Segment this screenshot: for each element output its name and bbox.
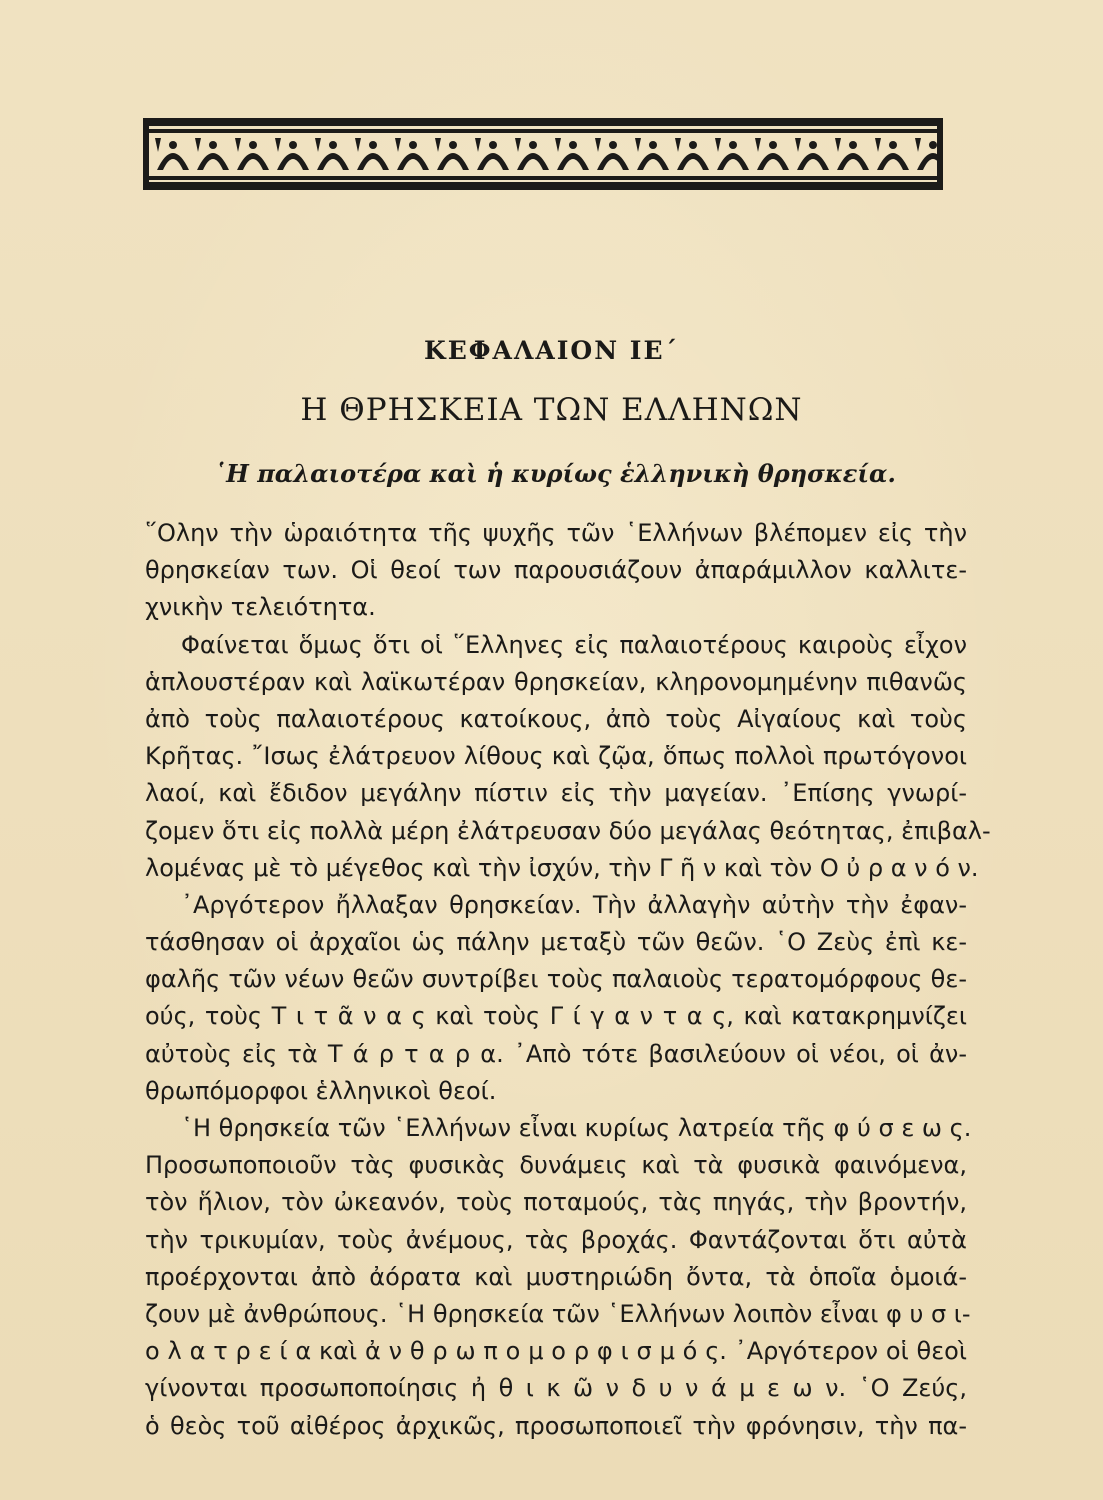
text-line: ζουν μὲ ἀνθρώπους. ῾Η θρησκεία τῶν ῾Ελλήνων λοιπὸν εἶναι φ υ σ ι- bbox=[145, 1299, 971, 1328]
chapter-title: Η ΘΡΗΣΚΕΙΑ ΤΩΝ ΕΛΛΗΝΩΝ bbox=[300, 392, 803, 428]
text-line: Προσωποποιοῦν τὰς φυσικὰς δυνάμεις καὶ τὰ φυσικὰ φαινόμενα, bbox=[145, 1151, 967, 1180]
text-line: λομένας μὲ τὸ μέγεθος καὶ τὴν ἰσχύν, τὴν Γ ῆ ν καὶ τὸν Ο ὐ ρ α ν ό ν. bbox=[145, 853, 979, 882]
text-line: ο λ α τ ρ ε ί α καὶ ἀ ν θ ρ ω π ο μ ο ρ φ ι σ μ ό ς. ᾿Αργότερον οἱ θεοὶ bbox=[145, 1337, 967, 1366]
text-line: φαλῆς τῶν νέων θεῶν συντρίβει τοὺς παλαιοὺς τερατομόρφους θε- bbox=[145, 965, 967, 994]
text-line: Φαίνεται ὅμως ὅτι οἱ ῞Ελληνες εἰς παλαιοτέρους καιροὺς εἶχον bbox=[181, 630, 967, 659]
text-line: τὴν τρικυμίαν, τοὺς ἀνέμους, τὰς βροχάς. Φαντάζονται ὅτι αὐτὰ bbox=[145, 1225, 967, 1254]
text-line: ῾Η θρησκεία τῶν ῾Ελλήνων εἶναι κυρίως λατρεία τῆς φ ύ σ ε ω ς. bbox=[181, 1114, 972, 1142]
text-line: ᾿Αργότερον ἤλλαξαν θρησκείαν. Τὴν ἀλλαγὴν αὐτὴν τὴν ἐφαν- bbox=[181, 890, 967, 919]
text-line: λαοί, καὶ ἔδιδον μεγάλην πίστιν εἰς τὴν μαγείαν. ᾿Επίσης γνωρί- bbox=[145, 779, 967, 808]
text-line: αὐτοὺς εἰς τὰ Τ ά ρ τ α ρ α. ᾿Απὸ τότε βασιλεύουν οἱ νέοι, οἱ ἀν- bbox=[145, 1039, 967, 1068]
text-line: θρωπόμορφοι ἑλληνικοὶ θεοί. bbox=[145, 1076, 497, 1105]
text-line: ῞Ολην τὴν ὡραιότητα τῆς ψυχῆς τῶν ῾Ελλήνων βλέπομεν εἰς τὴν bbox=[145, 519, 967, 547]
text-line: ὁ θεὸς τοῦ αἰθέρος ἀρχικῶς, προσωποποιεῖ τὴν φρόνησιν, τὴν πα- bbox=[145, 1411, 967, 1440]
text-line: χνικὴν τελειότητα. bbox=[145, 593, 376, 622]
chapter-label: ΚΕΦΑΛΑΙΟΝ ΙΕ΄ bbox=[423, 336, 680, 365]
text-line: προέρχονται ἀπὸ ἀόρατα καὶ μυστηριώδη ὄντα, τὰ ὁποῖα ὁμοιά- bbox=[145, 1262, 967, 1291]
text-line: γίνονται προσωποποίησις ἠ θ ι κ ῶ ν δ υ ν ά μ ε ω ν. ῾Ο Ζεύς, bbox=[145, 1374, 967, 1403]
section-title: ῾Η παλαιοτέρα καὶ ἡ κυρίως ἑλληνικὴ θρησκεία. bbox=[214, 459, 896, 488]
text-line: ζομεν ὅτι εἰς πολλὰ μέρη ἐλάτρευσαν δύο μεγάλας θεότητας, ἐπιβαλ- bbox=[145, 816, 991, 845]
text-line: θρησκείαν των. Οἱ θεοί των παρουσιάζουν ἀπαράμιλλον καλλιτε- bbox=[145, 556, 967, 585]
decorative-header-band bbox=[143, 118, 943, 190]
body-text bbox=[145, 515, 991, 1445]
text-line: τὸν ἥλιον, τὸν ὠκεανόν, τοὺς ποταμούς, τὰς πηγάς, τὴν βροντήν, bbox=[145, 1188, 967, 1217]
text-line: ἀπὸ τοὺς παλαιοτέρους κατοίκους, ἀπὸ τοὺς Αἰγαίους καὶ τοὺς bbox=[145, 704, 967, 733]
text-line: τάσθησαν οἱ ἀρχαῖοι ὡς πάλην μεταξὺ τῶν θεῶν. ῾Ο Ζεὺς ἐπὶ κε- bbox=[145, 928, 967, 957]
text-line: ούς, τοὺς Τ ι τ ᾶ ν α ς καὶ τοὺς Γ ί γ α ν τ α ς, καὶ κατακρημνίζει bbox=[145, 1002, 967, 1031]
text-line: Κρῆτας. ῎Ισως ἐλάτρευον λίθους καὶ ζῷα, ὅπως πολλοὶ πρωτόγονοι bbox=[145, 742, 967, 771]
text-line: ἁπλουστέραν καὶ λαϊκωτέραν θρησκείαν, κληρονομημένην πιθανῶς bbox=[145, 667, 967, 696]
